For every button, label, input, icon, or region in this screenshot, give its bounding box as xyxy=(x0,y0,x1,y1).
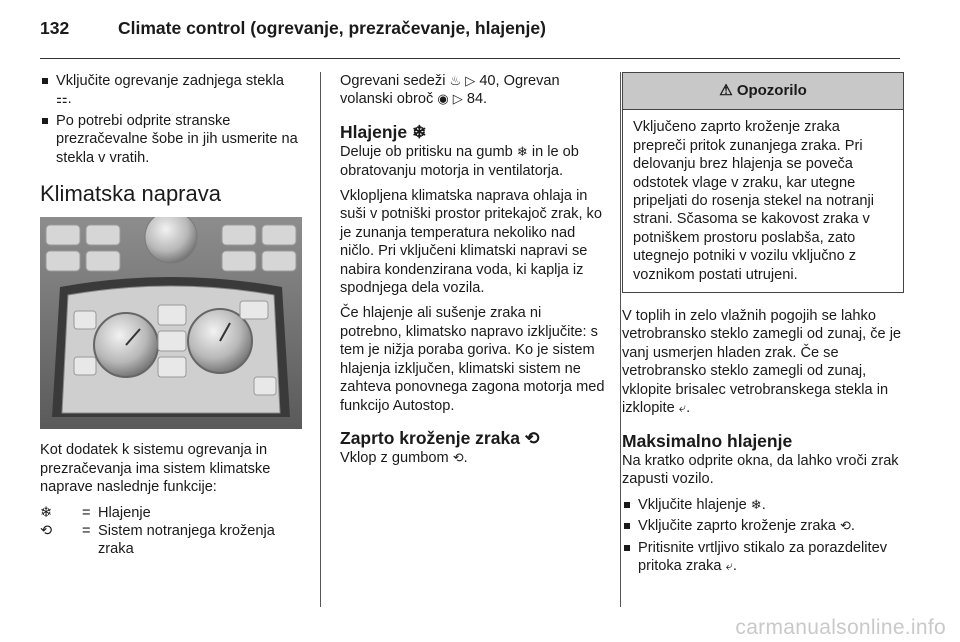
page-title: Climate control (ogrevanje, prezračevanje, hlajenje) xyxy=(118,18,546,38)
bullet-side-vents: Po potrebi odprite stranske prezračevalne šobe in jih usmerite na stekla v vratih. xyxy=(40,112,302,167)
max-cooling-paragraph: Na kratko odprite okna, da lahko vroči zrak zapusti vozilo. xyxy=(622,452,899,488)
fogging-paragraph: V toplih in zelo vlažnih pogojih se lahko vetrobransko steklo zamegli od zunaj, če je vanj usmerjen hladen zrak. Če se vetrobransko steklo zamegli od zunaj, vklopite brisalec vetrobranskega stekla in izklopite ⤶. xyxy=(622,308,902,417)
heading-recirculation: Zaprto kroženje zraka ⟲ xyxy=(340,427,540,448)
heated-wheel-icon: ◉ xyxy=(437,91,449,107)
def-recirculation: ⟲ = Sistem notranjega kroženja zraka xyxy=(40,523,275,558)
intro-paragraph: Kot dodatek k sistemu ogrevanja in prezračevanja ima sistem klimatske naprave naslednje funkcije: xyxy=(40,442,271,496)
airflow-icon: ⤶ xyxy=(678,400,687,416)
heated-seats-ref: Ogrevani sedeži ♨ ▷ 40, Ogrevan volanski obroč ◉ ▷ 84. xyxy=(340,73,560,108)
heated-seat-icon: ♨ xyxy=(449,73,462,88)
page-number: 132 xyxy=(40,18,70,38)
recirculation-icon: ⟲ xyxy=(524,427,540,448)
column-divider-1 xyxy=(320,72,321,607)
snowflake-icon: ❄ xyxy=(412,121,427,142)
column-3 xyxy=(622,72,904,578)
def-cooling: ❄ = Hlajenje xyxy=(40,504,151,521)
watermark: carmanualsonline.info xyxy=(735,616,946,639)
cooling-paragraph: Deluje ob pritisku na gumb ❄ in le ob obratovanju motorja in ventilatorja. xyxy=(340,144,579,179)
warning-body: Vključeno zaprto kroženje zraka prepreči pritok zunanjega zraka. Pri delovanju brez hlajenja se poveča odstotek vlage v zraku, kar utegne pripeljati do rosenja stekel na notranji strani. Sčasoma se kakovost zraka v potniškem prostoru poslabša, zato utegnejo potniki v vozilu vključno z voznikom postati utrujeni. xyxy=(633,119,874,283)
bullet-rear-defrost: Vključite ogrevanje zadnjega stekla ⚏. xyxy=(40,72,302,109)
header-rule xyxy=(40,58,900,59)
warning-box xyxy=(622,72,904,293)
recirculation-paragraph: Vklop z gumbom ⟲. xyxy=(340,450,468,467)
page-ref-icon: ▷ xyxy=(465,73,476,88)
section-heading-climate: Klimatska naprava xyxy=(40,181,221,207)
page-ref-icon: ▷ xyxy=(452,91,463,107)
bullet-airflow-switch: Pritisnite vrtljivo stikalo za porazdelitev pritoka zraka ⤶. xyxy=(622,539,904,576)
heading-cooling: Hlajenje ❄ xyxy=(340,121,427,142)
heading-max-cooling: Maksimalno hlajenje xyxy=(622,430,793,451)
rear-defrost-icon: ⚏ xyxy=(56,91,68,107)
recirculation-icon: ⟲ xyxy=(452,450,464,466)
recirculation-icon: ⟲ xyxy=(40,523,53,540)
snowflake-icon: ❄ xyxy=(40,504,53,521)
ac-off-paragraph: Če hlajenje ali sušenje zraka ni potrebno, klimatsko napravo izključite: s tem je nižja poraba goriva. Ko je sistem hlajenja izključen, klimatski sistem ne zahteva ponovnega zagona motorja med funkcijo Autostop. xyxy=(340,305,605,414)
airflow-icon: ⤶ xyxy=(725,557,733,573)
recirculation-icon: ⟲ xyxy=(839,518,851,534)
warning-header: ⚠ Opozorilo xyxy=(623,73,903,110)
snowflake-icon: ❄ xyxy=(750,496,762,512)
column-2 xyxy=(340,72,605,475)
column-1 xyxy=(40,72,302,559)
climate-panel-photo xyxy=(40,217,302,429)
snowflake-icon: ❄ xyxy=(516,144,528,160)
page-header xyxy=(40,18,546,39)
bullet-enable-recirculation: Vključite zaprto kroženje zraka ⟲. xyxy=(622,517,904,535)
warning-triangle-icon: ⚠ xyxy=(719,82,733,99)
ac-paragraph: Vklopljena klimatska naprava ohlaja in suši v potniški prostor pritekajoč zrak, ko je zunanja temperatura nekoliko nad ničlo. Pri vključeni klimatski napravi se nabira kondenzirana voda, ki kaplja iz spodnjega dela vozila. xyxy=(340,188,602,297)
column-divider-2 xyxy=(620,72,621,607)
bullet-enable-cooling: Vključite hlajenje ❄. xyxy=(622,496,904,514)
